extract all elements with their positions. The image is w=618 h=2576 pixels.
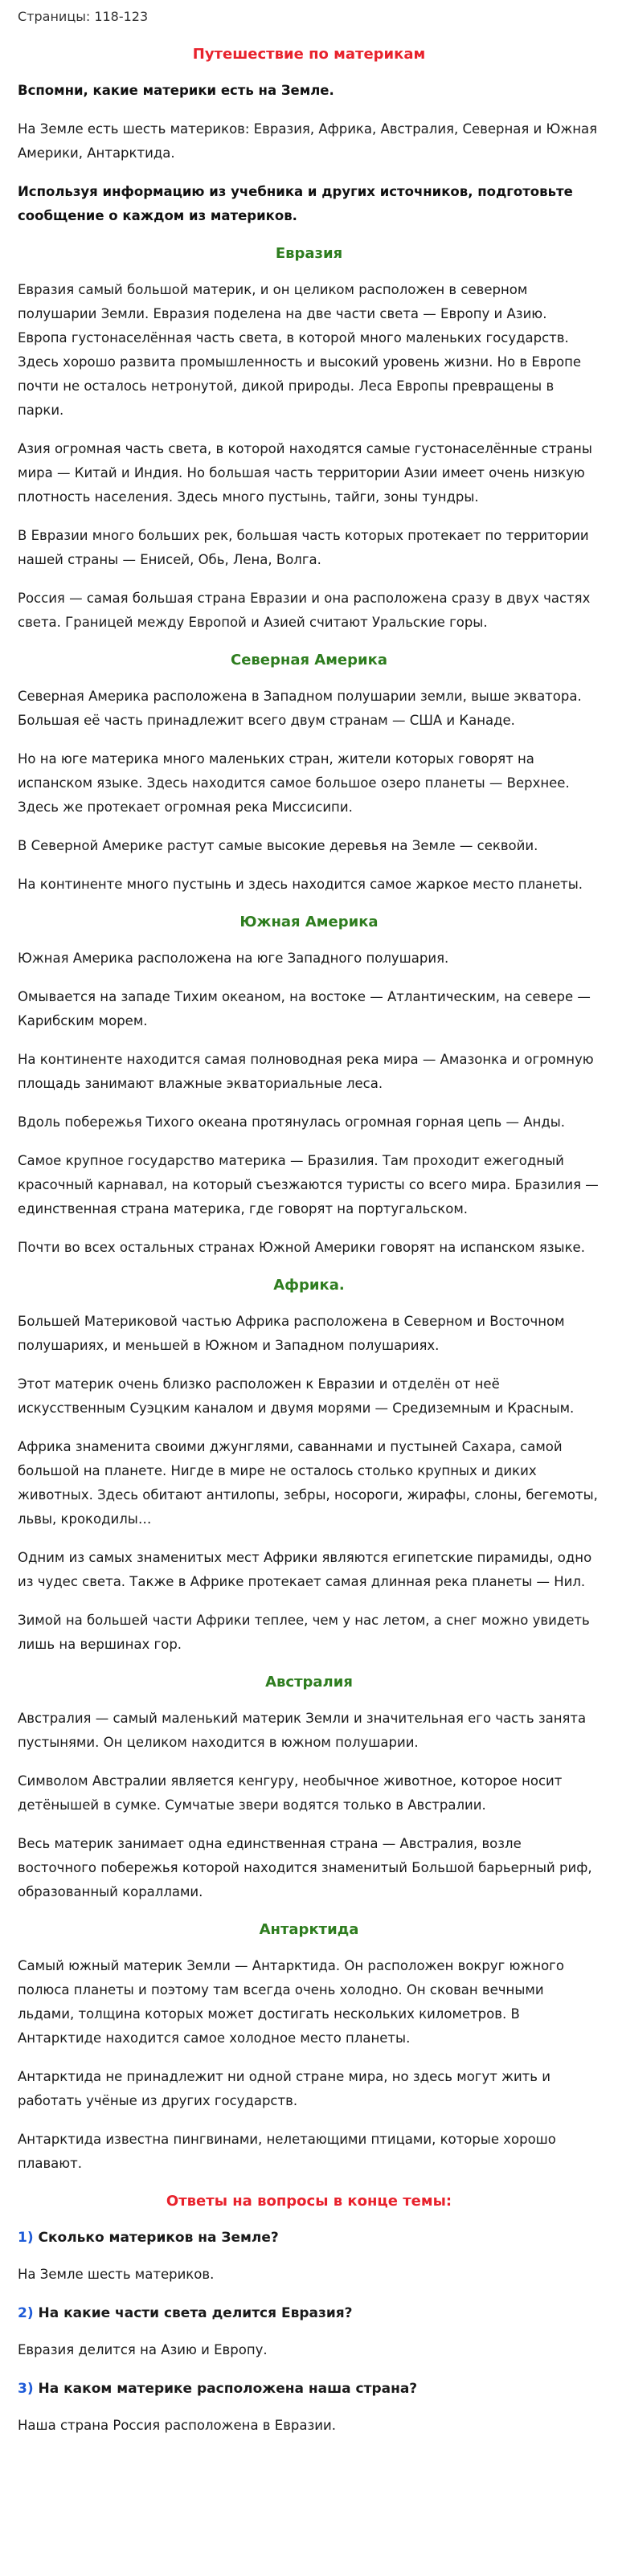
question-1 xyxy=(18,2226,600,2250)
paragraph: Антарктида не принадлежит ни одной стране мира, но здесь могут жить и работать учёные из других государств. xyxy=(18,2069,550,2108)
answer-2: Евразия делится на Азию и Европу. xyxy=(18,2342,268,2357)
section-title-africa: Африка. xyxy=(273,1277,345,1294)
paragraph: В Северной Америке растут самые высокие деревья на Земле — секвойи. xyxy=(18,838,538,853)
paragraph: Почти во всех остальных странах Южной Америки говорят на испанском языке. xyxy=(18,1240,585,1255)
intro-text: На Земле есть шесть материков: Евразия, Африка, Австралия, Северная и Южная Америки, Антарктида. xyxy=(18,121,598,161)
paragraph: Одним из самых знаменитых мест Африки являются египетские пирамиды, одно из чудес света. Также в Африке протекает самая длинная река планеты — Нил. xyxy=(18,1550,592,1589)
paragraph: Этот материк очень близко расположен к Евразии и отделён от неё искусственным Суэцким каналом и двумя морями — Средиземным и Красным. xyxy=(18,1376,575,1416)
task-prepare: Используя информацию из учебника и других источников, подготовьте сообщение о каждом из материков. xyxy=(18,184,573,223)
paragraph: Весь материк занимает одна единственная страна — Австралия, возле восточного побережья которой находится знаменитый Большой барьерный риф, образованный кораллами. xyxy=(18,1836,592,1899)
paragraph: Антарктида известна пингвинами, нелетающими птицами, которые хорошо плавают. xyxy=(18,2132,556,2171)
section-title-eurasia: Евразия xyxy=(275,245,343,262)
answers-title: Ответы на вопросы в конце темы: xyxy=(166,2193,452,2210)
paragraph: На континенте много пустынь и здесь находится самое жаркое место планеты. xyxy=(18,877,583,892)
paragraph: Азия огромная часть света, в которой находятся самые густонаселённые страны мира — Китай и Индия. Но большая часть территории Азии имеет очень низкую плотность населения. Здесь много пустынь, тайги, зоны тундры. xyxy=(18,441,592,505)
paragraph: Россия — самая большая страна Евразии и она расположена сразу в двух частях света. Границей между Европой и Азией считают Уральские горы. xyxy=(18,591,591,630)
section-title-antarctica: Антарктида xyxy=(259,1921,359,1938)
question-number: 2) xyxy=(18,2305,34,2321)
section-title-south-america: Южная Америка xyxy=(239,914,379,930)
paragraph: Зимой на большей части Африки теплее, чем у нас летом, а снег можно увидеть лишь на вершинах гор. xyxy=(18,1613,590,1652)
paragraph: Южная Америка расположена на юге Западного полушария. xyxy=(18,951,449,966)
task-recall: Вспомни, какие материки есть на Земле. xyxy=(18,83,334,98)
paragraph: Большей Материковой частью Африка расположена в Северном и Восточном полушариях, и меньшей в Южном и Западном полушариях. xyxy=(18,1314,565,1353)
paragraph: Африка знаменита своими джунглями, саваннами и пустыней Сахара, самой большой на планете. Нигде в мире не осталось столько крупных и диких животных. Здесь обитают антилопы, зебры, носороги, жирафы, слоны, бегемоты, львы, крокодилы… xyxy=(18,1439,598,1527)
paragraph: Австралия — самый маленький материк Земли и значительная его часть занята пустынями. Он целиком находится в южном полушарии. xyxy=(18,1711,587,1750)
page-title: Путешествие по материкам xyxy=(192,46,426,63)
question-2 xyxy=(18,2301,600,2325)
answer-3: Наша страна Россия расположена в Евразии. xyxy=(18,2418,336,2433)
section-title-north-america: Северная Америка xyxy=(230,652,388,669)
question-number: 1) xyxy=(18,2230,34,2246)
section-title-australia: Австралия xyxy=(265,1674,353,1691)
question-number: 3) xyxy=(18,2381,34,2397)
answer-1: На Земле шесть материков. xyxy=(18,2267,215,2282)
paragraph: Северная Америка расположена в Западном полушарии земли, выше экватора. Большая её часть принадлежит всего двум странам — США и Канаде. xyxy=(18,689,582,728)
paragraph: Но на юге материка много маленьких стран, жители которых говорят на испанском языке. Здесь находится самое большое озеро планеты — Верхнее. Здесь же протекает огромная река Миссисипи. xyxy=(18,751,570,815)
paragraph: Евразия самый большой материк, и он целиком расположен в северном полушарии Земли. Евразия поделена на две части света — Европу и Азию. Европа густонаселённая часть света, в которой много маленьких государств. Здесь хорошо развита промышленность и высокий уровень жизни. Но в Европе почти не осталось нетронутой, дикой природы. Леса Европы превращены в парки. xyxy=(18,282,582,418)
paragraph: Символом Австралии является кенгуру, необычное животное, которое носит детёнышей в сумке. Сумчатые звери водятся только в Австралии. xyxy=(18,1773,563,1813)
paragraph: Омывается на западе Тихим океаном, на востоке — Атлантическим, на севере — Карибским морем. xyxy=(18,989,591,1028)
question-text: Сколько материков на Земле? xyxy=(38,2230,279,2246)
question-3 xyxy=(18,2377,600,2401)
paragraph: В Евразии много больших рек, большая часть которых протекает по территории нашей страны — Енисей, Обь, Лена, Волга. xyxy=(18,528,589,567)
paragraph: Самое крупное государство материка — Бразилия. Там проходит ежегодный красочный карнавал, на который съезжаются туристы со всего мира. Бразилия — единственная страна материка, где говорят на португальском. xyxy=(18,1153,599,1216)
paragraph: На континенте находится самая полноводная река мира — Амазонка и огромную площадь занимают влажные экваториальные леса. xyxy=(18,1052,594,1091)
paragraph: Самый южный материк Земли — Антарктида. Он расположен вокруг южного полюса планеты и поэтому там всегда очень холодно. Он скован вечными льдами, толщина которых может достигать нескольких километров. В Антарктиде находится самое холодное место планеты. xyxy=(18,1958,564,2046)
paragraph: Вдоль побережья Тихого океана протянулась огромная горная цепь — Анды. xyxy=(18,1114,566,1130)
question-text: На какие части света делится Евразия? xyxy=(38,2305,353,2321)
pages-reference: Страницы: 118-123 xyxy=(18,9,149,24)
question-text: На каком материке расположена наша страна? xyxy=(38,2381,418,2397)
